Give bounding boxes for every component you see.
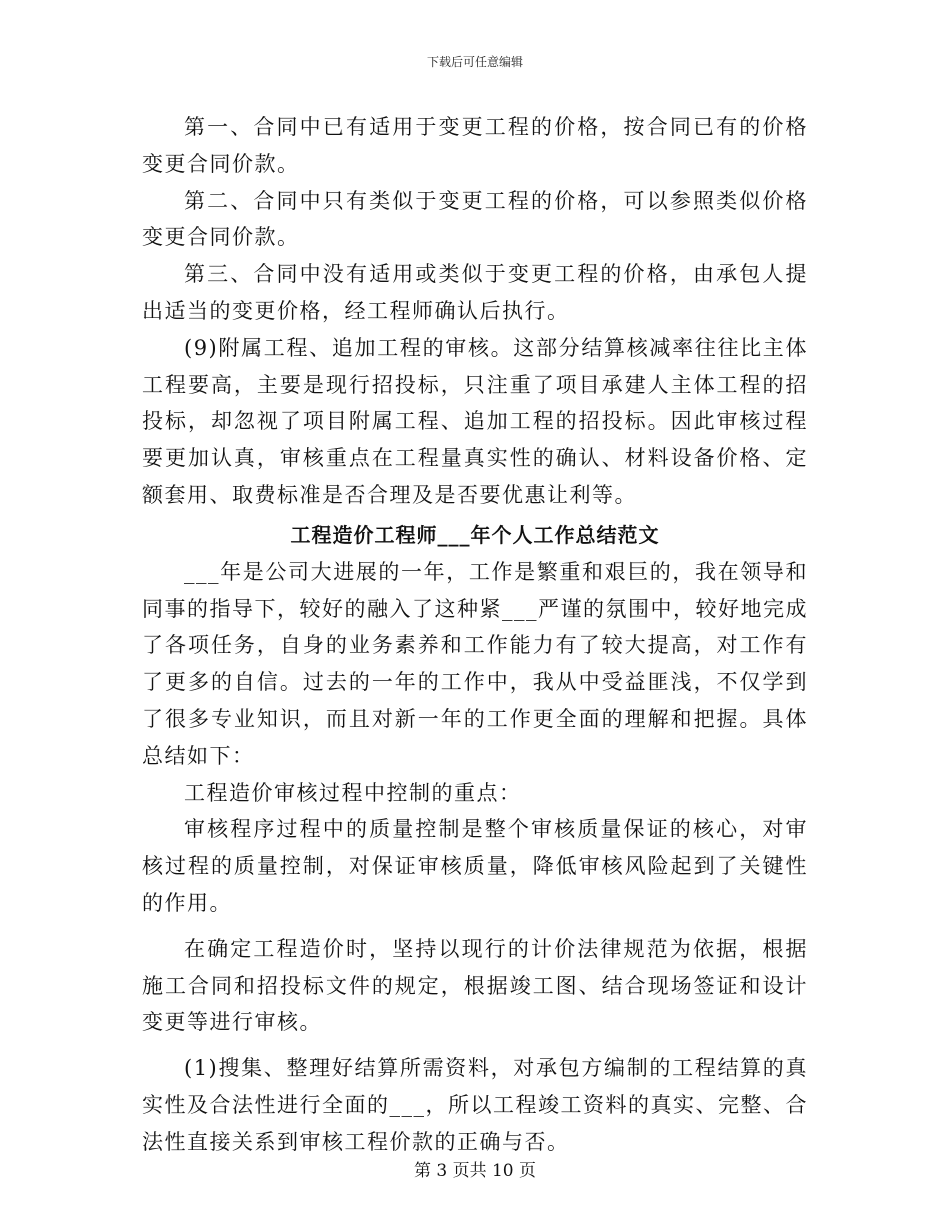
paragraph-clause-one: 第一、合同中已有适用于变更工程的价格，按合同已有的价格变更合同价款。 bbox=[142, 115, 808, 176]
section-heading: 工程造价工程师___年个人工作总结范文 bbox=[290, 522, 660, 547]
page-footer: 第 3 页共 10 页 bbox=[413, 1161, 537, 1181]
paragraph-key-points: 工程造价审核过程中控制的重点： bbox=[184, 780, 522, 805]
document-body bbox=[142, 109, 808, 1161]
page-header: 下载后可任意编辑 bbox=[426, 55, 523, 69]
paragraph-clause-three: 第三、合同中没有适用或类似于变更工程的价格，由承包人提出适当的变更价格，经工程师确认后执行。 bbox=[142, 262, 808, 323]
paragraph-item-9: (9)附属工程、追加工程的审核。这部分结算核减率往往比主体工程要高，主要是现行招投标，只注重了项目承建人主体工程的招投标，却忽视了项目附属工程、追加工程的招投标。因此审核过程要更加认真，审核重点在工程量真实性的确认、材料设备价格、定额套用、取费标准是否合理及是否要优惠让利等。 bbox=[142, 335, 808, 507]
paragraph-intro: ___年是公司大进展的一年，工作是繁重和艰巨的，我在领导和同事的指导下，较好的融入了这种紧___严谨的氛围中，较好地完成了各项任务，自身的业务素养和工作能力有了较大提高，对工作有了更多的自信。过去的一年的工作中，我从中受益匪浅，不仅学到了很多专业知识，而且对新一年的工作更全面的理解和把握。具体总结如下： bbox=[142, 559, 808, 768]
paragraph-item-1: (1)搜集、整理好结算所需资料，对承包方编制的工程结算的真实性及合法性进行全面的___，所以工程竣工资料的真实、完整、合法性直接关系到审核工程价款的正确与否。 bbox=[142, 1056, 808, 1154]
paragraph-basis: 在确定工程造价时，坚持以现行的计价法律规范为依据，根据施工合同和招投标文件的规定，根据竣工图、结合现场签证和设计变更等进行审核。 bbox=[142, 936, 808, 1035]
paragraph-quality-control: 审核程序过程中的质量控制是整个审核质量保证的核心，对审核过程的质量控制，对保证审核质量，降低审核风险起到了关键性的作用。 bbox=[142, 817, 808, 915]
paragraph-clause-two: 第二、合同中只有类似于变更工程的价格，可以参照类似价格变更合同价款。 bbox=[142, 188, 808, 250]
